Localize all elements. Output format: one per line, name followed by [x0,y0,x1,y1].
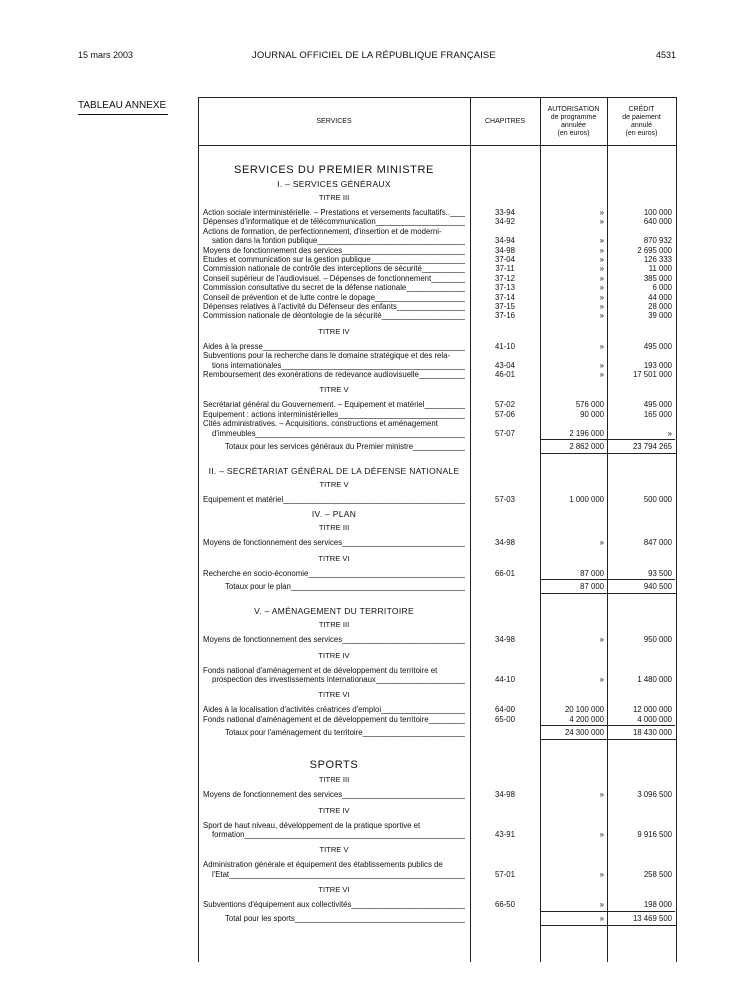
credit-cell: 9 916 500 [637,830,672,839]
row-label-text: Remboursement des exonérations de redevance audiovisuelle [203,370,419,379]
chapter-cell: 34-98 [495,245,515,255]
leader-dots [342,635,465,644]
autorisation-cell: » [599,360,604,370]
chapter-cell: 66-50 [495,900,515,910]
chapter-cell: 64-00 [495,705,515,715]
autorisation-cell: » [599,245,604,255]
row-label-text: Totaux pour le plan [225,582,291,592]
credit-cell: 198 000 [643,900,672,910]
total-rule [608,579,675,580]
chapter-cell: 43-04 [495,360,515,370]
section-heading-text: TITRE IV [318,326,350,336]
chapter-cell: 41-10 [495,341,515,351]
credit-cell: 847 000 [643,538,672,548]
row-label-text: tions internationales [212,360,282,370]
section-heading-text: TITRE VI [318,885,350,895]
row-label-text: Dépenses relatives à l'activité du Défenseur des enfants [203,302,397,311]
row-label-text: Equipement : actions interministérielles [203,409,339,419]
total-rule [608,439,675,440]
chapter-cell: 44-10 [495,675,515,684]
row-label-text: Aides à la localisation d'activités créatrices d'emploi [203,705,382,715]
leader-dots [342,790,465,799]
autorisation-cell: » [599,302,604,311]
row-label [203,419,465,428]
autorisation-cell: 20 100 000 [564,705,604,715]
section-heading-text: TITRE III [318,523,350,533]
column-header-line: (en euros) [557,130,590,137]
row-label [203,217,465,226]
autorisation-cell: 87 000 [580,582,604,592]
chapter-cell: 37-15 [495,302,515,311]
credit-cell: 13 469 500 [632,913,672,923]
row-label [212,429,465,438]
row-label-text: Fonds national d'aménagement et de développement du territoire et [203,665,438,675]
section-heading-text: TITRE III [318,193,350,202]
leader-dots [371,255,465,264]
row-label-text: Moyens de fonctionnement des services [203,790,343,800]
total-rule [540,925,676,926]
section-heading-text: TITRE IV [318,805,350,815]
leader-dots [229,870,465,879]
autorisation-cell: » [599,830,604,839]
credit-cell: 165 000 [643,409,672,419]
row-label-text: Moyens de fonctionnement des services [203,245,343,255]
credit-cell: 100 000 [643,208,672,217]
row-label-text: Fonds national d'aménagement et de développement du territoire [203,714,429,724]
chapter-cell: 37-13 [495,283,515,293]
leader-dots [381,705,465,714]
row-label-text: Conseil de prévention et de lutte contre le dopage [203,292,376,302]
leader-dots [342,246,465,255]
chapter-cell: 43-91 [495,830,515,839]
row-label [225,728,465,737]
row-label [203,370,465,379]
leader-dots [406,283,465,292]
credit-cell: 2 695 000 [637,245,672,255]
row-label [203,283,465,292]
autorisation-cell: » [599,790,604,800]
row-label [203,227,465,236]
autorisation-cell: » [599,675,604,684]
row-label [225,442,465,451]
chapter-cell: 57-07 [495,428,515,438]
leader-dots [450,208,465,217]
leader-dots [342,538,465,547]
leader-dots [281,361,465,370]
row-label [225,914,465,923]
autorisation-cell: » [599,913,604,923]
row-label [203,311,465,320]
autorisation-cell: » [599,635,604,645]
row-label-text: formation [212,830,245,839]
credit-cell: 11 000 [648,264,672,274]
credit-cell: 28 000 [648,302,672,311]
chapter-cell: 37-04 [495,255,515,264]
chapter-cell: 57-01 [495,869,515,879]
row-label [212,361,465,370]
credit-cell: 17 501 000 [632,370,672,379]
row-label-text: Equipement et matériel [203,495,284,504]
chapter-cell: 34-98 [495,790,515,800]
row-label [203,666,465,675]
section-heading-text: TITRE VI [318,553,350,563]
credit-cell: 193 000 [643,360,672,370]
credit-cell: 23 794 265 [632,442,672,451]
autorisation-cell: 90 000 [580,409,604,419]
autorisation-cell: » [599,273,604,283]
leader-dots [422,264,465,273]
row-label [212,675,465,684]
chapter-cell: 37-14 [495,292,515,302]
row-label-text: Commission nationale de déontologie de la sécurité [203,311,382,321]
chapter-cell: 57-02 [495,400,515,410]
section-heading-text: TITRE III [318,775,350,785]
autorisation-cell: » [599,341,604,351]
leader-dots [376,675,465,684]
leader-dots [431,274,465,283]
row-label-text: Commission consultative du secret de la défense nationale [203,283,407,293]
row-label [203,860,465,869]
page-number: 4531 [655,50,676,60]
leader-dots [376,217,465,226]
credit-cell: 6 000 [652,283,672,293]
row-label [203,715,465,724]
credit-cell: 385 000 [643,273,672,283]
credit-cell: 18 430 000 [632,728,672,738]
row-label-text: Administration générale et équipement des établissements publics de [203,860,443,870]
chapter-cell: 34-98 [495,635,515,645]
chapter-cell: 37-11 [495,264,515,274]
credit-cell: 3 096 500 [637,790,672,800]
row-label [203,635,465,644]
column-header-line: (en euros) [625,130,658,137]
credit-cell: 93 500 [648,568,672,578]
row-label-text: Moyens de fonctionnement des services [203,635,343,645]
leader-dots [413,442,465,451]
autorisation-cell: » [599,538,604,548]
row-label [225,582,465,591]
autorisation-cell: 87 000 [580,568,604,578]
row-label [203,900,465,909]
row-label [203,410,465,419]
autorisation-cell: » [599,217,604,227]
section-heading-text: V. – AMÉNAGEMENT DU TERRITOIRE [254,606,414,617]
total-rule [540,725,607,726]
table-body [198,0,676,990]
row-label-text: Action sociale interministérielle. – Prestations et versements facultatifs.. [203,208,451,217]
credit-cell: 495 000 [643,341,672,351]
autorisation-cell: 2 196 000 [569,428,604,438]
leader-dots [317,236,465,245]
credit-cell: 44 000 [648,292,672,302]
row-label-text: sation dans la fontion publique [212,236,318,246]
row-label-text: Moyens de fonctionnement des services [203,538,343,548]
row-label-text: l'Etat [212,869,230,879]
row-label-text: Totaux pour les services généraux du Premier ministre [225,442,414,451]
chapter-cell: 46-01 [495,370,515,379]
section-heading-text: II. – SECRÉTARIAT GÉNÉRAL DE LA DÉFENSE NATIONALE [208,466,460,476]
chapter-cell: 33-94 [495,208,515,217]
row-label-text: Sport de haut niveau, développement de la pratique sportive et [203,820,421,830]
leader-dots [382,311,465,320]
section-heading-text: SPORTS [309,759,359,772]
chapter-cell: 65-00 [495,714,515,724]
leader-dots [245,830,465,839]
section-heading-text: TITRE IV [318,650,350,660]
row-label [203,821,465,830]
total-rule [540,453,676,454]
chapter-cell: 37-12 [495,273,515,283]
credit-cell: 640 000 [643,217,672,227]
section-heading-text: TITRE V [319,480,349,489]
row-label-text: Etudes et communication sur la gestion publique [203,255,371,264]
row-label [203,495,465,504]
row-label [212,830,465,839]
autorisation-cell: » [599,255,604,264]
row-label [203,255,465,264]
autorisation-cell: » [599,869,604,879]
autorisation-cell: 2 862 000 [569,442,604,451]
row-label [203,293,465,302]
autorisation-cell: » [599,236,604,246]
header-date: 15 mars 2003 [78,50,134,60]
row-label [203,246,465,255]
row-label-text: Dépenses d'informatique et de télécommunication [203,217,376,227]
leader-dots [283,495,465,504]
leader-dots [351,900,465,909]
total-rule [540,439,607,440]
autorisation-cell: » [599,900,604,910]
row-label [212,236,465,245]
chapter-cell: 57-03 [495,495,515,504]
row-label [203,705,465,714]
credit-cell: 495 000 [643,400,672,410]
credit-cell: » [667,428,672,438]
row-label-text: Secrétariat général du Gouvernement. – Equipement et matériel [203,400,425,410]
autorisation-cell: 576 000 [575,400,604,410]
leader-dots [429,715,465,724]
credit-cell: 258 500 [643,869,672,879]
credit-cell: 126 333 [643,255,672,264]
total-rule [540,739,676,740]
row-label-text: Aides à la presse [203,341,263,351]
row-label [203,208,465,217]
leader-dots [424,400,465,409]
chapter-cell: 34-92 [495,217,515,227]
autorisation-cell: » [599,283,604,293]
leader-dots [291,582,465,591]
autorisation-cell: » [599,208,604,217]
autorisation-cell: » [599,370,604,379]
row-label [203,342,465,351]
section-heading-text: TITRE V [319,845,349,855]
row-label-text: Cités administratives. – Acquisitions, constructions et aménagement [203,419,438,429]
leader-dots [419,370,465,379]
total-rule [540,579,607,580]
total-rule [608,725,675,726]
credit-cell: 12 000 000 [632,705,672,715]
row-label-text: Recherche en socio-économie [203,568,309,578]
column-header-line: AUTORISATION [547,106,600,113]
row-label [203,274,465,283]
column-header-line: annulée [561,122,586,129]
section-heading-text: IV. – PLAN [311,509,357,520]
leader-dots [397,302,465,311]
section-heading-text: I. – SERVICES GÉNÉRAUX [277,179,391,189]
credit-cell: 950 000 [643,635,672,645]
column-header-line: annulé [630,122,653,129]
row-label-text: d'immeubles [212,428,256,438]
annex-underline [78,114,168,115]
leader-dots [338,410,465,419]
autorisation-cell: 24 300 000 [564,728,604,738]
chapter-cell: 66-01 [495,568,515,578]
row-label [203,302,465,311]
section-heading-text: SERVICES DU PREMIER MINISTRE [234,164,434,176]
autorisation-cell: 4 200 000 [569,714,604,724]
total-rule [540,593,676,594]
section-heading-text: TITRE V [319,385,349,395]
annex-label: TABLEAU ANNEXE [78,100,167,111]
leader-dots [308,569,465,578]
row-label [203,264,465,273]
autorisation-cell: 1 000 000 [569,495,604,504]
leader-dots [363,728,465,737]
credit-cell: 4 000 000 [637,714,672,724]
row-label-text: Actions de formation, de perfectionnement, d'insertion et de moderni- [203,226,442,236]
row-label-text: Total pour les sports [225,913,295,923]
leader-dots [295,914,465,923]
row-label [212,870,465,879]
column-header-services: SERVICES [316,118,352,125]
journal-title: JOURNAL OFFICIEL DE LA RÉPUBLIQUE FRANÇAISE [252,50,496,61]
leader-dots [263,342,465,351]
row-label [203,790,465,799]
credit-cell: 940 500 [643,582,672,592]
row-label [203,351,465,360]
leader-dots [256,429,465,438]
leader-dots [375,293,465,302]
table-border-right [676,97,677,962]
column-header-line: CRÉDIT [628,106,655,113]
total-rule [608,911,675,912]
column-header-line: de paiement [622,114,661,121]
credit-cell: 39 000 [648,311,672,321]
row-label [203,569,465,578]
section-heading-text: TITRE III [318,620,350,630]
row-label [203,538,465,547]
chapter-cell: 34-94 [495,236,515,246]
autorisation-cell: » [599,264,604,274]
credit-cell: 870 932 [643,236,672,246]
row-label-text: Commission nationale de contrôle des interceptions de sécurité [203,264,422,274]
row-label-text: Conseil supérieur de l'audiovisuel. – Dépenses de fonctionnement [203,273,432,283]
total-rule [540,911,607,912]
credit-cell: 500 000 [643,495,672,504]
row-label-text: Totaux pour l'aménagement du territoire [225,728,363,738]
credit-cell: 1 480 000 [637,675,672,684]
chapter-cell: 37-16 [495,311,515,321]
row-label-text: prospection des investissements internationaux [212,675,376,684]
column-header-chapitres: CHAPITRES [484,118,526,125]
chapter-cell: 34-98 [495,538,515,548]
autorisation-cell: » [599,311,604,321]
autorisation-cell: » [599,292,604,302]
row-label-text: Subventions pour la recherche dans le domaine stratégique et des rela- [203,351,451,361]
row-label [203,400,465,409]
section-heading-text: TITRE VI [318,690,350,700]
chapter-cell: 57-06 [495,409,515,419]
row-label-text: Subventions d'équipement aux collectivités [203,900,352,910]
column-header-line: de programme [550,114,597,121]
